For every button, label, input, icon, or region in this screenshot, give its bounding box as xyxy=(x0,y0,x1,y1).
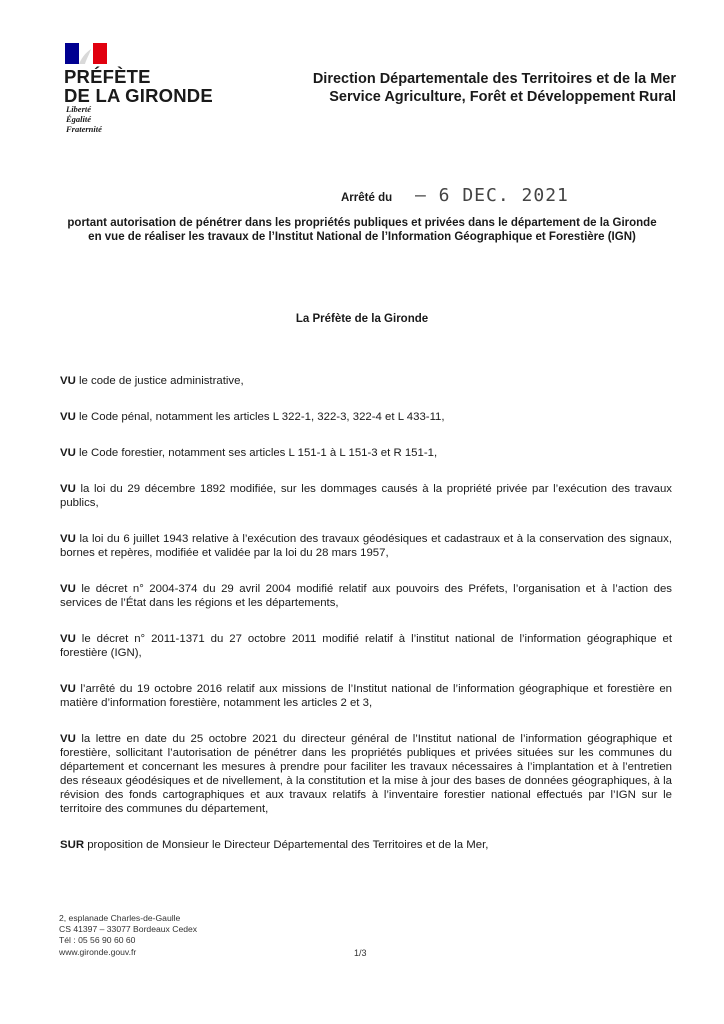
visa-text: l’arrêté du 19 octobre 2016 relatif aux missions de l’Institut national de l’information géographique et forestière en matière d’information forestière, notamment les articles 2 et 3, xyxy=(60,683,672,709)
footer-address xyxy=(59,913,197,958)
address-line: 2, esplanade Charles-de-Gaulle xyxy=(59,913,181,923)
visa-paragraph xyxy=(60,682,672,710)
issuing-service xyxy=(313,70,676,106)
visa-keyword: VU xyxy=(60,483,76,495)
visa-keyword: VU xyxy=(60,447,76,459)
visa-paragraph xyxy=(60,482,672,510)
motto-egalite: Égalité xyxy=(66,114,92,124)
visa-paragraph xyxy=(60,374,672,388)
visa-keyword: VU xyxy=(60,411,76,423)
visa-paragraph xyxy=(60,582,672,610)
visa-paragraph xyxy=(60,446,672,460)
visas-list xyxy=(60,374,672,852)
marianne-flag-logo xyxy=(65,43,107,64)
visa-text: le Code pénal, notamment les articles L 322-1, 322-3, 322-4 et L 433-11, xyxy=(75,411,445,423)
prefecture-line-2: DE LA GIRONDE xyxy=(64,85,213,106)
visa-keyword: SUR xyxy=(60,839,85,851)
visa-keyword: VU xyxy=(60,683,76,695)
visa-keyword: VU xyxy=(60,375,76,387)
visa-keyword: VU xyxy=(60,533,76,545)
direction-name: Direction Départementale des Territoires et de la Mer xyxy=(312,71,676,87)
visa-text: la loi du 6 juillet 1943 relative à l’exécution des travaux géodésiques et cadastraux et à la conservation des signaux, bornes et repères, modifiée et validée par la loi du 28 mars 1957, xyxy=(60,533,672,559)
motto-fraternite: Fraternité xyxy=(66,124,102,134)
visa-paragraph xyxy=(60,732,672,816)
visa-paragraph xyxy=(60,632,672,660)
visa-paragraph xyxy=(60,410,672,424)
prefecture-line-1: PRÉFÈTE xyxy=(64,66,151,87)
visa-text: le décret n° 2011-1371 du 27 octobre 2011 modifié relatif à l’institut national de l’information géographique et forestière (IGN), xyxy=(60,633,672,659)
page-number: 1/3 xyxy=(354,948,367,958)
visa-text: proposition de Monsieur le Directeur Départemental des Territoires et de la Mer, xyxy=(84,839,489,851)
visa-paragraph xyxy=(60,532,672,560)
visa-text: le Code forestier, notamment ses articles L 151-1 à L 151-3 et R 151-1, xyxy=(75,447,438,459)
address-line: CS 41397 – 33077 Bordeaux Cedex xyxy=(59,924,198,935)
visa-text: la loi du 29 décembre 1892 modifiée, sur les dommages causés à la propriété privée par l’exécution des travaux publics, xyxy=(60,483,672,509)
decree-label: Arrêté du xyxy=(341,192,393,204)
decree-subject: portant autorisation de pénétrer dans les propriétés publiques et privées dans le département de la Gironde en vue de réaliser les travaux de l’Institut National de l’Information Géographique et Forestière (IGN) xyxy=(67,217,657,243)
decree-authority: La Préfète de la Gironde xyxy=(295,313,429,325)
website-line: www.gironde.gouv.fr xyxy=(59,946,137,957)
decree-date-stamp: – 6 DEC. 2021 xyxy=(415,185,569,206)
visa-paragraph xyxy=(60,838,672,852)
visa-keyword: VU xyxy=(60,633,76,645)
prefecture-name xyxy=(64,67,213,105)
visa-text: le code de justice administrative, xyxy=(75,375,244,387)
visa-text: la lettre en date du 25 octobre 2021 du directeur général de l’Institut national de l’information géographique et forestière, sollicitant l’autorisation de pénétrer dans les propriétés publiques et privées situées sur les communes du département et concernant les mesures à prendre pour faciliter les travaux nécessaires à l’implantation et à l’entretien des réseaux géodésiques et de nivellement, à la constitution et la mise à jour des bases de données géographiques, à la révision des fonds cartographiques et aux travaux relatifs à l’inventaire forestier national effectués par l’IGN sur le territoire des communes du département, xyxy=(60,733,672,815)
republic-motto xyxy=(66,104,102,134)
visa-text: le décret n° 2004-374 du 29 avril 2004 modifié relatif aux pouvoirs des Préfets, l’organisation et à l’action des services de l’État dans les régions et les départements, xyxy=(60,583,672,609)
motto-liberte: Liberté xyxy=(66,104,92,114)
phone-line: Tél : 05 56 90 60 60 xyxy=(59,935,136,946)
visa-keyword: VU xyxy=(60,583,76,595)
service-name: Service Agriculture, Forêt et Développement Rural xyxy=(329,89,676,105)
visa-keyword: VU xyxy=(60,733,76,745)
